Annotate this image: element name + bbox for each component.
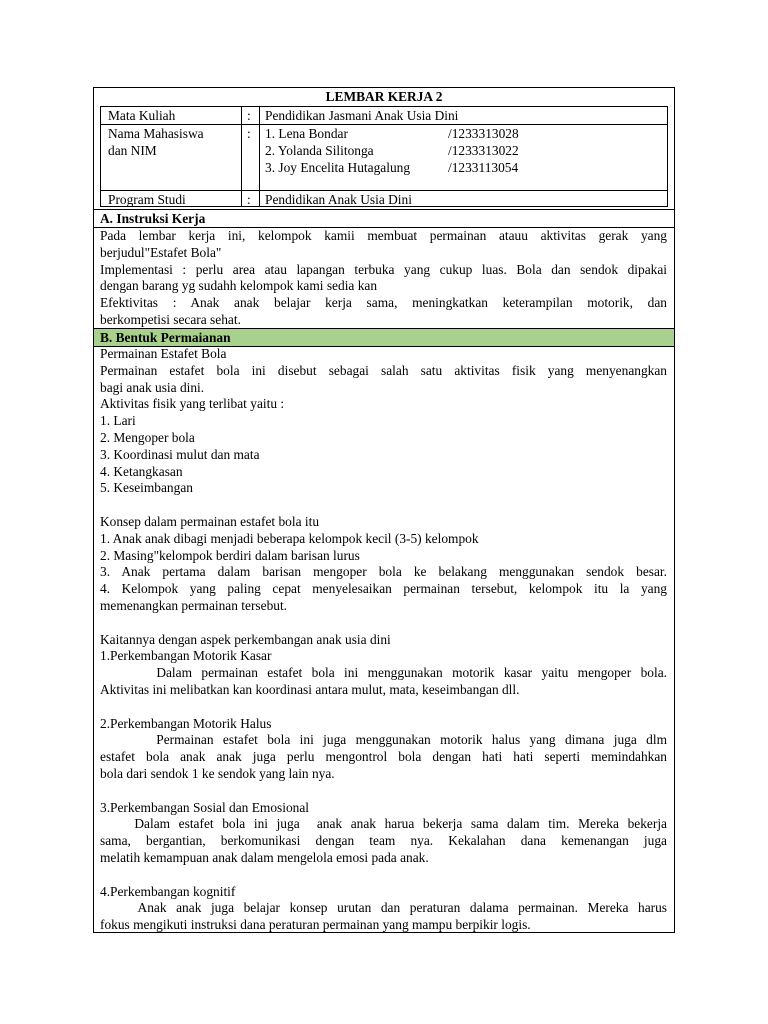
section-b-line: 1.Perkembangan Motorik Kasar (100, 648, 272, 664)
section-b-line: Kaitannya dengan aspek perkembangan anak usia dini (100, 631, 391, 647)
section-b-line: 4. Kelompok yang paling cepat menyelesaikan permainan tersebut, kelompok itu la yang (100, 581, 667, 597)
section-b-line: 1. Lari (100, 413, 136, 429)
blank-line (100, 615, 667, 632)
section-b-line: 2. Masing"kelompok berdiri dalam barisan lurus (100, 547, 360, 563)
students-label-line-1: Nama Mahasiswa (108, 126, 204, 141)
student-name: 2. Yolanda Silitonga (265, 143, 374, 158)
course-colon: : (247, 108, 251, 123)
section-b-line: 2.Perkembangan Motorik Halus (100, 715, 272, 731)
section-b-line: Aktivitas fisik yang terlibat yaitu : (100, 396, 285, 412)
blank-line (100, 867, 667, 884)
section-b-line: bola dari sendok 1 ke sendok yang lain nya. (100, 765, 335, 781)
section-a-line: dengan barang yg sudahh kelompok kami sedia kan (100, 278, 378, 294)
info-table (100, 106, 668, 207)
section-b-heading: B. Bentuk Permaianan (94, 328, 674, 347)
section-a-line: Implementasi : perlu area atau lapangan terbuka yang cukup luas. Bola dan sendok dipakai (100, 261, 667, 277)
section-a-line: Pada lembar kerja ini, kelompok kamii membuat permainan atauu aktivitas gerak yang (100, 228, 667, 243)
section-b-line: Permainan estafet bola ini juga menggunakan motorik halus yang dimana juga dlm (100, 732, 667, 748)
section-a-heading: A. Instruksi Kerja (94, 209, 674, 228)
section-b-line: bagi anak usia dini. (100, 379, 205, 395)
section-b-line: 3. Anak pertama dalam barisan mengoper bola ke belakang menggunakan sendok besar. (100, 564, 667, 580)
section-b-line: 1. Anak anak dibagi menjadi beberapa kelompok kecil (3-5) kelompok (100, 530, 479, 546)
section-b-line: Anak anak juga belajar konsep urutan dan peraturan dalama permainan. Mereka harus (100, 900, 667, 916)
course-label: Mata Kuliah (108, 108, 176, 123)
section-b-line: Aktivitas ini melibatkan kan koordinasi antara mulut, mata, keseimbangan dll. (100, 681, 520, 697)
program-label: Program Studi (108, 192, 186, 207)
section-b-line: 5. Keseimbangan (100, 480, 193, 496)
worksheet-frame (93, 87, 675, 933)
student-name: 3. Joy Encelita Hutagalung (265, 160, 411, 175)
blank-line (100, 783, 667, 800)
student-name: 1. Lena Bondar (265, 126, 348, 141)
section-b-line: estafet bola anak anak juga perlu mengontrol bola dengan hati hati seperti memindahkan (100, 749, 667, 765)
section-b-line: Dalam permainan estafet bola ini menggunakan motorik kasar yaitu mengoper bola. (100, 665, 667, 681)
section-b-body (100, 346, 667, 934)
worksheet-title: LEMBAR KERJA 2 (325, 89, 443, 104)
students-colon: : (247, 126, 251, 141)
section-b-line: Permainan estafet bola ini disebut sebagai salah satu aktivitas fisik yang menyenangkan (100, 362, 667, 378)
blank-line (100, 699, 667, 716)
section-a-line: berjudul"Estafet Bola" (100, 244, 222, 260)
section-b-line: Permainan Estafet Bola (100, 346, 227, 361)
section-b-line: 3.Perkembangan Sosial dan Emosional (100, 799, 310, 815)
section-b-line: 4.Perkembangan kognitif (100, 883, 236, 899)
program-value: Pendidikan Anak Usia Dini (265, 192, 412, 207)
student-nim: /1233313028 (448, 126, 519, 141)
section-a-body (100, 228, 667, 329)
blank-line (100, 497, 667, 514)
section-b-line: melatih kemampuan anak dalam mengelola emosi pada anak. (100, 849, 429, 865)
section-a-line: berkompetisi secara sehat. (100, 311, 241, 327)
student-nim: /1233313022 (448, 143, 519, 158)
students-label-line-2: dan NIM (108, 143, 157, 158)
student-nim: /1233113054 (448, 160, 519, 175)
section-b-line: Konsep dalam permainan estafet bola itu (100, 513, 320, 529)
section-b-line: 4. Ketangkasan (100, 463, 183, 479)
section-b-line: fokus mengikuti instruksi dana peraturan permainan yang mampu berpikir logis. (100, 917, 531, 933)
section-b-line: Dalam estafet bola ini juga anak anak harua bekerja sama dalam tim. Mereka bekerja (100, 816, 667, 832)
info-divider-label (241, 107, 242, 206)
section-b-line: sama, bergantian, berkomunikasi dengan team nya. Kekalahan dana kemenangan juga (100, 833, 667, 849)
section-a-line: Efektivitas : Anak anak belajar kerja sama, meningkatkan keterampilan motorik, dan (100, 295, 667, 311)
section-b-line: 2. Mengoper bola (100, 429, 195, 445)
info-divider-colon (259, 107, 260, 206)
section-b-line: 3. Koordinasi mulut dan mata (100, 446, 260, 462)
section-b-line: memenangkan permainan tersebut. (100, 597, 288, 613)
course-value: Pendidikan Jasmani Anak Usia Dini (265, 108, 459, 123)
program-colon: : (247, 192, 251, 207)
